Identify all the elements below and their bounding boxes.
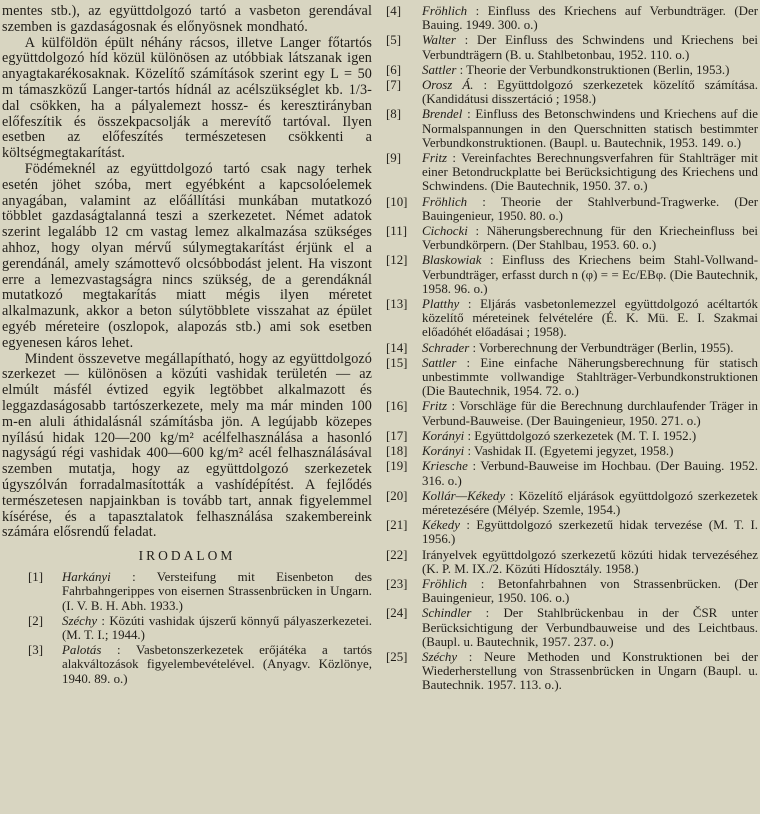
reference-body bbox=[386, 444, 758, 459]
reference-number: [21] bbox=[386, 518, 408, 533]
reference-number: [16] bbox=[386, 399, 408, 414]
reference-author: Sattler bbox=[422, 62, 457, 77]
reference-author: Fritz bbox=[422, 399, 448, 414]
reference-text: : Verbund-Bauweise im Hochbau. (Der Bauing. 1952. 316. o.) bbox=[422, 459, 758, 488]
reference-entry bbox=[386, 107, 758, 150]
reference-text: : Versteifung mit Eisenbeton des Fahrbahngerippes von eisernen Strassenbrücken in Ungarn. (I. V. B. H. Abh. 1933.) bbox=[62, 570, 372, 613]
reference-number: [9] bbox=[386, 151, 402, 166]
reference-author: Korányi bbox=[422, 444, 465, 459]
reference-body bbox=[386, 547, 758, 576]
reference-entry bbox=[28, 643, 372, 686]
reference-number: [20] bbox=[386, 488, 408, 503]
reference-entry bbox=[386, 518, 758, 546]
reference-text: : Der Einfluss des Schwindens und Kriechens bei Verbundträgern (B. u. Stahlbetonbau, 1952. 110. o.) bbox=[422, 33, 758, 62]
reference-text: : Betonfahrbahnen von Strassenbrücken. (Der Bauingenieur, 1950. 106. o.) bbox=[422, 576, 758, 606]
reference-text: : Vorschläge für die Berechnung durchlaufender Träger in Verbund-Bauweise. (Der Bauingenieur, 1950. 271. o.) bbox=[422, 399, 758, 428]
reference-number: [14] bbox=[386, 340, 408, 355]
reference-author: Schindler bbox=[422, 606, 472, 621]
reference-text: : Együttdolgozó szerkezetű hidak tervezése (M. T. I. 1956.) bbox=[422, 518, 758, 547]
reference-entry bbox=[386, 297, 758, 340]
reference-author: Fritz bbox=[422, 151, 448, 166]
reference-author: Schrader bbox=[422, 340, 470, 355]
reference-entry bbox=[386, 489, 758, 517]
reference-author: Kékedy bbox=[422, 518, 460, 533]
reference-number: [7] bbox=[386, 78, 402, 93]
body-paragraph: Födémeknél az együttdolgozó tartó csak nagy terhek esetén jöhet szóba, mert egyébként a kapcsolóelemek anyagában, valamint az előállítási munkában mutatkozó többlet gazdaságtalanná teszi a szerkezetet. Német adatok szerint legalább 12 cm vastag lemez alkalmazása szükséges ahhoz, hogy olyan mérvű súlymegtakarítást érjünk el a gerendánál, amely számottevő olcsóbbodást jelent. Ha viszont erre a lemezvastagságra nincs szükség, de a gerendáknál mutatkozó megtakarítás miatt mégis ilyen méretet alkalmazunk, akkor a beton súlytöbblete visszahat az épület egyéb méreteire (oszlopok, alapozás stb.) ami sok esetben egyenesen káros lehet. bbox=[2, 160, 372, 351]
reference-entry bbox=[28, 570, 372, 613]
reference-body bbox=[386, 576, 758, 606]
reference-number: [2] bbox=[28, 613, 44, 628]
reference-body bbox=[386, 194, 758, 223]
reference-text: : Vashidak II. (Egyetemi jegyzet, 1958.) bbox=[464, 444, 674, 459]
reference-entry bbox=[386, 399, 758, 427]
reference-text: : Vorberechnung der Verbundträger (Berlin, 1955). bbox=[469, 340, 734, 355]
body-paragraph: Mindent összevetve megállapítható, hogy az együttdolgozó szerkezet — különösen a közúti vashidak területén — az elmúlt másfél évtized egyik legtöbbet alkalmazott és leggazdaságosabb tartószerkezete, mely ma már minden 100 m-en aluli áthidalásnál számításba jön. A legújabb közepes nyílású hidak 120—200 kg/m² acélfelhasználása a hasonló nagyságú régi vashidak 400—600 kg/m² acél felhasználásával szemben mutatja, hogy az együttdolgozó szerkezetek úgyszólván forradalmasították a vashídépítést. A fejlődés természetesen napjainkban is tovább tart, annak figyelemmel kísérése, és a tapasztalatok felhasználása szakembereink számára elősrendű feladat. bbox=[2, 350, 372, 541]
reference-body bbox=[28, 570, 372, 613]
body-paragraph: mentes stb.), az együttdolgozó tartó a vasbeton gerendával szemben is gazdaságosnak és előnyösnek mondható. bbox=[2, 3, 372, 35]
reference-text: : Vasbetonszerkezetek erőjátéka a tartós alakváltozások figyelembevételével. (Anyagv. Közlönye, 1940. 89. o.) bbox=[62, 643, 372, 686]
reference-body bbox=[386, 606, 758, 649]
reference-entry bbox=[386, 341, 758, 355]
reference-body bbox=[386, 78, 758, 107]
reference-number: [4] bbox=[386, 4, 402, 18]
reference-author: Széchy bbox=[62, 613, 98, 628]
reference-entry bbox=[386, 33, 758, 61]
reference-entry bbox=[386, 63, 758, 77]
reference-body bbox=[386, 107, 758, 150]
reference-entry bbox=[386, 606, 758, 649]
reference-author: Cichocki bbox=[422, 224, 468, 239]
reference-body bbox=[28, 613, 372, 642]
reference-author: Sattler bbox=[422, 355, 457, 370]
reference-text: Irányelvek együttdolgozó szerkezetű közúti hidak tervezéséhez (K. P. M. IX./2. Közúti Hídosztály. 1958.) bbox=[422, 547, 758, 576]
left-column bbox=[2, 4, 372, 814]
reference-number: [13] bbox=[386, 297, 408, 312]
reference-number: [10] bbox=[386, 194, 408, 209]
reference-text: : Theorie der Stahlverbund-Tragwerke. (Der Bauingenieur, 1950. 80. o.) bbox=[422, 194, 758, 223]
reference-number: [17] bbox=[386, 428, 408, 443]
reference-entry bbox=[386, 548, 758, 576]
reference-number: [15] bbox=[386, 355, 408, 370]
reference-entry bbox=[386, 253, 758, 296]
reference-text: : Közelítő eljárások együttdolgozó szerkezetek méretezésére (Mélyép. Szemle, 1954.) bbox=[422, 488, 758, 517]
reference-text: : Einfluss des Kriechens beim Stahl-Vollwand-Verbundträger, erfasst durch n (φ) = = Ec/EBφ. (Die Bautechnik, 1958. 96. o.) bbox=[422, 253, 758, 296]
reference-text: : Der Stahlbrückenbau in der ČSR unter Berücksichtigung der Verbundbauweise und des Leichtbaus. (Baupl. u. Bautechnik, 1957. 237. o.) bbox=[422, 606, 758, 649]
reference-number: [6] bbox=[386, 62, 402, 77]
reference-author: Fröhlich bbox=[422, 194, 468, 209]
reference-author: Platthy bbox=[422, 297, 460, 312]
reference-text: : Näherungsberechnung für den Kriecheinfluss bei Verbundkörpern. (Der Stahlbau, 1953. 60. o.) bbox=[422, 224, 758, 253]
reference-body bbox=[386, 4, 758, 33]
reference-body bbox=[386, 488, 758, 517]
reference-number: [3] bbox=[28, 643, 44, 658]
reference-author: Blaskowiak bbox=[422, 253, 482, 268]
reference-author: Palotás bbox=[62, 643, 102, 658]
reference-entry bbox=[386, 650, 758, 693]
reference-entry bbox=[386, 224, 758, 252]
reference-number: [8] bbox=[386, 107, 402, 122]
reference-number: [24] bbox=[386, 606, 408, 621]
reference-number: [22] bbox=[386, 547, 408, 562]
reference-text: : Együttdolgozó szerkezetek (M. T. I. 1952.) bbox=[464, 428, 697, 443]
reference-text: : Együttdolgozó szerkezetek közelítő számítása. (Kandidátusi disszertáció ; 1958.) bbox=[422, 78, 758, 107]
reference-body bbox=[386, 399, 758, 428]
reference-entry bbox=[386, 459, 758, 487]
reference-number: [11] bbox=[386, 224, 407, 239]
reference-author: Kollár—Kékedy bbox=[422, 488, 506, 503]
reference-body bbox=[386, 459, 758, 488]
reference-body bbox=[386, 340, 758, 355]
reference-text: : Vereinfachtes Berechnungsverfahren für Stahlträger mit einer Betondruckplatte bei Berücksichtigung des Kriechens und Schwindens. (Die Bautechnik, 1950. 37. o.) bbox=[422, 151, 758, 194]
reference-author: Orosz Á. bbox=[422, 78, 474, 93]
reference-body bbox=[386, 151, 758, 194]
reference-entry bbox=[386, 78, 758, 106]
reference-number: [5] bbox=[386, 33, 402, 48]
reference-entry bbox=[386, 577, 758, 605]
reference-number: [18] bbox=[386, 444, 408, 459]
reference-body bbox=[386, 253, 758, 296]
reference-author: Harkányi bbox=[62, 570, 111, 585]
reference-body bbox=[386, 33, 758, 62]
reference-text: : Közúti vashidak újszerű könnyű pályaszerkezetei. (M. T. I.; 1944.) bbox=[62, 613, 372, 642]
reference-entry bbox=[386, 4, 758, 32]
reference-entry bbox=[386, 195, 758, 223]
reference-body bbox=[28, 643, 372, 686]
reference-text: : Einfluss des Kriechens auf Verbundträger. (Der Bauing. 1949. 300. o.) bbox=[422, 4, 758, 33]
right-column bbox=[386, 4, 758, 814]
reference-number: [25] bbox=[386, 649, 408, 664]
reference-body bbox=[386, 355, 758, 399]
reference-author: Kriesche bbox=[422, 459, 468, 474]
reference-number: [12] bbox=[386, 253, 408, 268]
reference-text: : Einfluss des Betonschwindens und Kriechens auf die Normalspannungen in den Querschnitten statisch bestimmter Verbundkonstruktionen. (Baupl. u. Bautechnik, 1953. 149. o.) bbox=[422, 107, 758, 150]
reference-author: Széchy bbox=[422, 649, 458, 664]
reference-body bbox=[386, 649, 758, 693]
reference-body bbox=[386, 297, 758, 340]
reference-text: : Theorie der Verbundkonstruktionen (Berlin, 1953.) bbox=[456, 62, 730, 77]
bibliography-heading: IRODALOM bbox=[138, 548, 236, 564]
reference-entry bbox=[28, 614, 372, 642]
reference-entry bbox=[386, 356, 758, 399]
reference-author: Korányi bbox=[422, 428, 465, 443]
reference-number: [23] bbox=[386, 576, 408, 591]
reference-number: [19] bbox=[386, 459, 408, 474]
reference-author: Fröhlich bbox=[422, 576, 468, 591]
reference-entry bbox=[386, 444, 758, 458]
reference-text: : Eljárás vasbetonlemezzel együttdolgozó acéltartók közelítő méreteinek felvételére (É. K. Mü. E. I. Szakmai előadóhét előadásai ; 1958). bbox=[422, 297, 758, 340]
reference-author: Fröhlich bbox=[422, 4, 468, 18]
reference-text: : Neure Methoden und Konstruktionen bei der Wiederherstellung von Strassenbrücken in Ungarn (Baupl. u. Bautechnik. 1957. 113. o.). bbox=[422, 649, 758, 693]
reference-text: : Eine einfache Näherungsberechnung für statisch unbestimmte vollwandige Stahlträger-Verbundkonstruktionen (Die Bautechnik, 1954. 72. o.) bbox=[422, 355, 758, 399]
reference-body bbox=[386, 428, 758, 443]
reference-author: Walter bbox=[422, 33, 456, 48]
reference-body bbox=[386, 62, 758, 77]
reference-body bbox=[386, 518, 758, 547]
body-paragraph: A külföldön épült néhány rácsos, illetve Langer főtartós együttdolgozó híd közül különösen az utóbbiak látszanak igen anyagtakarékosaknak. Közelítő számítások szerint egy L = 50 m támaszközű Langer-tartós hídnál az acélszükséglet kb. 1/3-dal csökken, ha a pályalemezt hossz- és keresztirányban előfeszítik és összekpacsolják a merevítő tartóval. Ilyen esetben az előfeszítés természetesen csökkenti a költségmegtakarítást. bbox=[2, 34, 372, 162]
reference-number: [1] bbox=[28, 570, 44, 585]
two-column-layout bbox=[2, 4, 758, 814]
reference-body bbox=[386, 224, 758, 253]
reference-entry bbox=[386, 151, 758, 194]
reference-entry bbox=[386, 429, 758, 443]
reference-author: Brendel bbox=[422, 107, 463, 122]
